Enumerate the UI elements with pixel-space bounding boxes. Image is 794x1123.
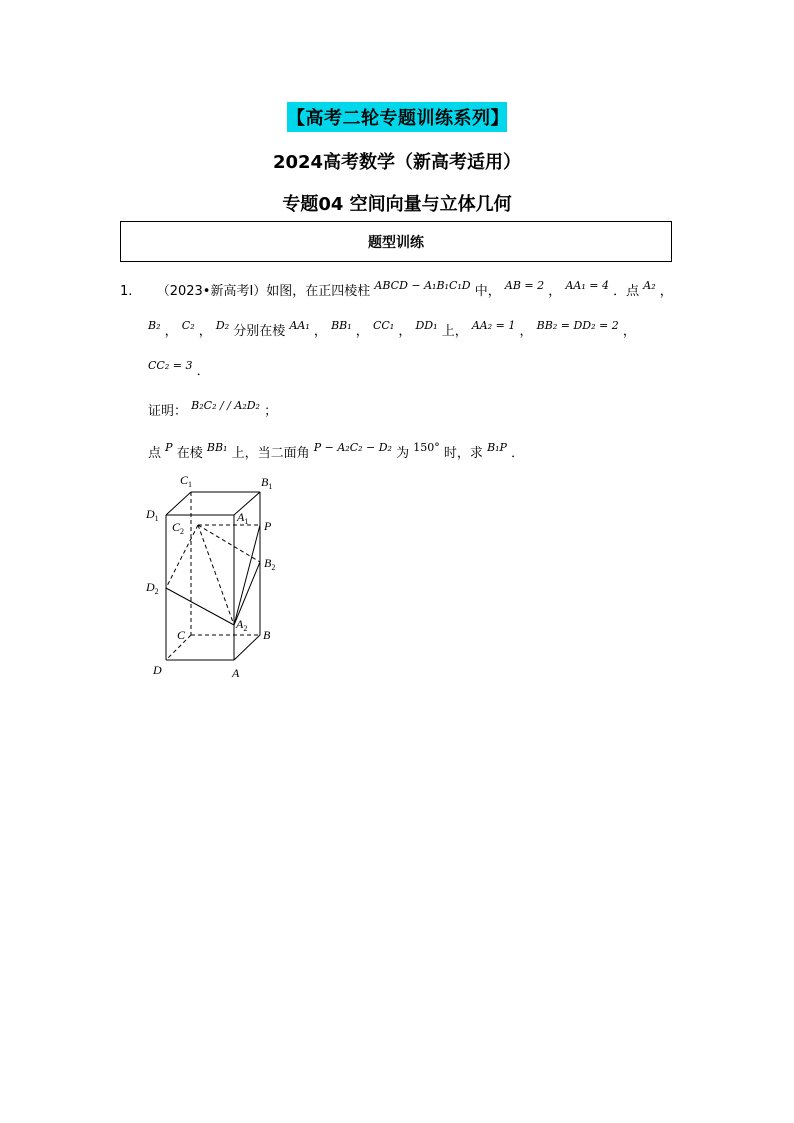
text-in: 中，	[474, 284, 501, 299]
edge-dd1: DD₁	[415, 319, 438, 332]
comma: ，	[659, 284, 673, 299]
edge-ab	[234, 635, 260, 660]
label-d1: $D_1$	[146, 507, 159, 523]
text-period: ．	[196, 364, 210, 379]
problem-number: 1.	[120, 284, 133, 299]
comma: ，	[548, 284, 562, 299]
comma: ，	[313, 324, 327, 339]
segment-a2p	[234, 525, 260, 625]
part-1	[148, 399, 278, 422]
text-up: 上，	[441, 324, 468, 339]
comma: ，	[519, 324, 533, 339]
problem-line-2	[148, 319, 636, 342]
expr-ab: AB = 2	[504, 279, 545, 292]
prove-expr: B₂C₂ / / A₂D₂	[191, 399, 260, 412]
series-tag: 【高考二轮专题训练系列】	[287, 102, 507, 132]
edge-cc1: CC₁	[372, 319, 395, 332]
part2-text-b: 在棱	[176, 446, 203, 461]
main-title: 2024高考数学（新高考适用）	[272, 152, 522, 173]
edge-bb1: BB₁	[331, 319, 352, 332]
problem-line-1	[120, 279, 673, 302]
text-on-edges: 分别在棱	[233, 324, 286, 339]
problem-source: （2023•新高考Ⅰ）如图，在正四棱柱	[156, 284, 371, 299]
problem-line-3	[148, 359, 210, 382]
segment-c2a2	[198, 525, 234, 625]
point-p: P	[165, 441, 173, 454]
semicolon: ；	[264, 404, 278, 419]
expr-bb2: BB₂ = DD₂ = 2	[536, 319, 619, 332]
part2-text-d: 为	[396, 446, 410, 461]
segment-c2b2	[198, 525, 260, 562]
section-label: 题型训练	[368, 234, 424, 251]
segment-b1p: B₁P	[487, 441, 507, 454]
point-d2: D₂	[215, 319, 230, 332]
prove-label: 证明：	[148, 404, 188, 419]
section-header	[120, 221, 672, 262]
text-dot: ．点	[613, 284, 640, 299]
segment-a2b2	[234, 562, 260, 625]
label-b: B	[263, 628, 271, 642]
comma: ，	[164, 324, 178, 339]
segment-d2a2	[166, 588, 234, 625]
part2-text-f: ．	[511, 446, 525, 461]
prism-figure	[140, 470, 290, 685]
label-p: P	[264, 519, 272, 533]
label-d2: $D_2$	[146, 580, 159, 596]
label-b2: $B_2$	[264, 556, 276, 572]
expr-aa2: AA₂ = 1	[471, 319, 516, 332]
part2-text-e: 时，求	[443, 446, 483, 461]
prism-name: ABCD − A₁B₁C₁D	[374, 279, 471, 292]
label-a2: $A_2$	[236, 617, 248, 633]
label-c: C	[177, 628, 186, 642]
comma: ，	[355, 324, 369, 339]
part2-text-c: 上，当二面角	[231, 446, 310, 461]
point-b2: B₂	[148, 319, 161, 332]
comma: ，	[198, 324, 212, 339]
edge-aa1: AA₁	[289, 319, 310, 332]
label-a1: $A_1$	[237, 510, 249, 526]
point-a2: A₂	[643, 279, 656, 292]
comma: ，	[398, 324, 412, 339]
dihedral-angle: P − A₂C₂ − D₂	[313, 441, 392, 454]
label-d: D	[153, 663, 162, 677]
part2-text-a: 点	[148, 446, 162, 461]
label-c2: $C_2$	[172, 520, 185, 536]
label-c1: $C_1$	[180, 473, 193, 489]
label-b1: $B_1$	[261, 475, 273, 491]
sub-title: 专题04 空间向量与立体几何	[282, 194, 512, 215]
expr-aa1: AA₁ = 4	[565, 279, 609, 292]
part-2	[148, 441, 525, 464]
label-a: A	[232, 666, 240, 680]
point-c2: C₂	[181, 319, 195, 332]
angle-value: 150°	[413, 441, 440, 454]
expr-cc2: CC₂ = 3	[148, 359, 193, 372]
edge-c1d1	[166, 492, 191, 515]
comma: ，	[622, 324, 636, 339]
edge-bb1: BB₁	[206, 441, 228, 454]
